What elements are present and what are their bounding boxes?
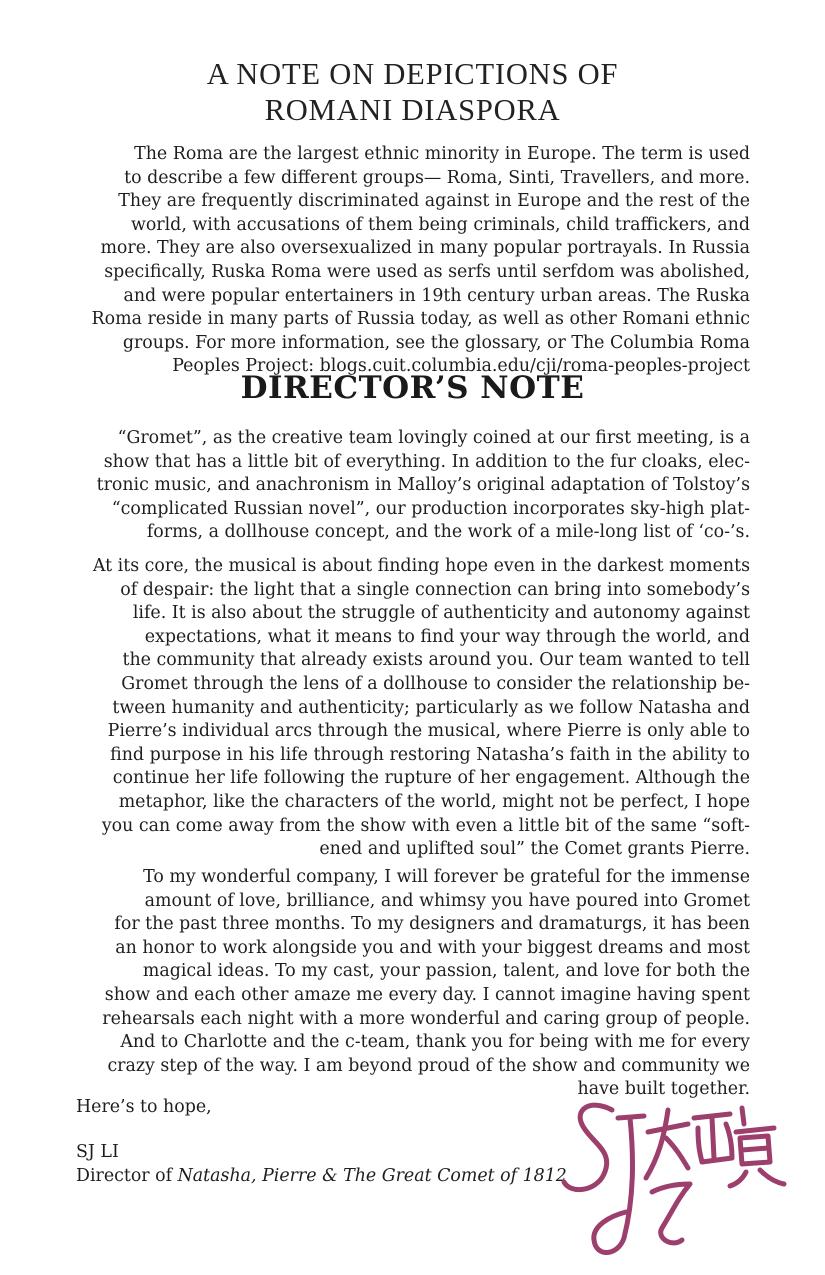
note-body [76, 143, 750, 379]
text-line: ened and uplifted soul” the Comet grants Pierre. [319, 839, 750, 860]
text-line: metaphor, like the characters of the world, might not be perfect, I hope [118, 791, 750, 812]
note-title-line: ROMANI DIASPORA [264, 93, 561, 127]
closing-line: Here’s to hope, [76, 1097, 212, 1117]
text-line: “complicated Russian novel”, our production incorporates sky-high plat- [111, 498, 750, 519]
text-line: have built together. [577, 1079, 750, 1100]
text-line: tronic music, and anachronism in Malloy’s original adaptation of Tolstoy’s [96, 475, 750, 496]
text-line: tween humanity and authenticity; particularly as we follow Natasha and [112, 697, 750, 718]
signature-block [76, 1141, 567, 1188]
text-line: to describe a few different groups— Roma, Sinti, Travellers, and more. [124, 167, 750, 188]
text-line: find purpose in his life through restoring Natasha’s faith in the ability to [110, 744, 750, 765]
text-line: Pierre’s individual arcs through the musical, where Pierre is only able to [107, 721, 750, 742]
text-line: show that has a little bit of everything. In addition to the fur cloaks, elec- [103, 451, 750, 472]
text-line: world, with accusations of them being criminals, child traffickers, and [130, 214, 750, 235]
handwritten-signature [560, 1088, 800, 1263]
note-title-line: A NOTE ON DEPICTIONS OF [206, 57, 619, 91]
text-line: continue her life following the rupture of her engagement. Although the [112, 768, 750, 789]
show-title: Natasha, Pierre & The Great Comet of 1812 [177, 1165, 567, 1186]
text-line: “Gromet”, as the creative team lovingly coined at our first meeting, is a [117, 428, 750, 448]
text-line: Gromet through the lens of a dollhouse to consider the relationship be- [121, 673, 750, 694]
text-line: the community that already exists around you. Our team wanted to tell [122, 650, 750, 671]
text-line: magical ideas. To my cast, your passion, talent, and love for both the [142, 961, 750, 982]
text-line: more. They are also oversexualized in many popular portrayals. In Russia [100, 238, 750, 259]
director-role [76, 1165, 567, 1189]
text-line: an honor to work alongside you and with your biggest dreams and most [115, 937, 750, 958]
note-title [0, 56, 825, 128]
director-paragraph-3 [76, 866, 750, 1102]
director-paragraph-1 [76, 427, 750, 545]
text-line: forms, a dollhouse concept, and the work of a mile-long list of ‘co-’s. [146, 522, 750, 543]
text-line: The Roma are the largest ethnic minority in Europe. The term is used [134, 144, 750, 164]
text-line: rehearsals each night with a more wonderful and caring group of people. [102, 1008, 750, 1029]
text-line: of despair: the light that a single connection can bring into somebody’s [120, 579, 750, 600]
text-line: They are frequently discriminated against in Europe and the rest of the [118, 191, 750, 212]
text-line: To my wonderful company, I will forever be grateful for the immense [143, 867, 750, 887]
text-line: life. It is also about the struggle of authenticity and autonomy against [132, 603, 750, 624]
text-line: At its core, the musical is about finding hope even in the darkest moments [92, 556, 750, 576]
text-line: crazy step of the way. I am beyond proud of the show and community we [107, 1055, 750, 1076]
text-line: groups. For more information, see the glossary, or The Columbia Roma [122, 332, 750, 353]
director-name: SJ LI [76, 1142, 119, 1162]
text-line: for the past three months. To my designers and dramaturgs, it has been [114, 914, 750, 935]
text-line: specifically, Ruska Roma were used as serfs until serfdom was abolished, [104, 261, 750, 282]
text-line: Peoples Project: blogs.cuit.columbia.edu/cji/roma-peoples-project [172, 356, 750, 377]
text-line: and were popular entertainers in 19th century urban areas. The Ruska [123, 285, 750, 306]
text-line: you can come away from the show with even a little bit of the same “soft- [101, 815, 750, 836]
director-paragraph-2 [76, 555, 750, 862]
text-line: And to Charlotte and the c-team, thank you for being with me for every [120, 1032, 750, 1053]
text-line: Roma reside in many parts of Russia today, as well as other Romani ethnic [91, 309, 750, 330]
text-line: show and each other amaze me every day. I cannot imagine having spent [104, 984, 750, 1005]
text-line: amount of love, brilliance, and whimsy you have poured into Gromet [144, 890, 750, 911]
role-prefix: Director of [76, 1165, 178, 1186]
director-note-title: DIRECTOR’S NOTE [240, 370, 585, 406]
text-line: expectations, what it means to find your way through the world, and [144, 626, 750, 647]
